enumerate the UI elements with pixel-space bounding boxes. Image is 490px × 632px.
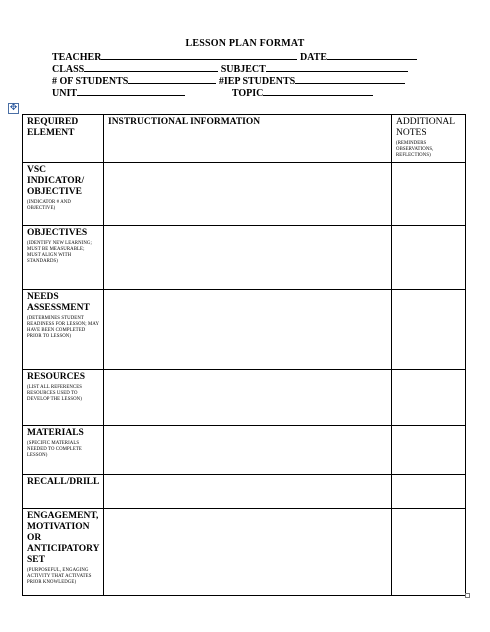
row-note: (PURPOSEFUL, ENGAGING ACTIVITY THAT ACTIVATES PRIOR KNOWLEDGE) <box>27 567 92 586</box>
table-row <box>23 162 466 225</box>
row-title: MATERIALS <box>27 427 84 438</box>
row-label-cell <box>23 474 104 508</box>
instructional-information-header: INSTRUCTIONAL INFORMATION <box>108 117 261 127</box>
table-row <box>23 425 466 474</box>
row-label-cell <box>23 162 104 225</box>
lesson-plan-table <box>22 114 466 596</box>
students-field[interactable] <box>128 74 216 84</box>
row-title: RECALL/DRILL <box>27 476 100 487</box>
row-title: RESOURCES <box>27 371 86 382</box>
header-cell-required <box>23 115 104 163</box>
row-label-cell <box>23 289 104 369</box>
header-cell-instructional <box>104 115 392 163</box>
notes-cell[interactable] <box>392 508 466 595</box>
class-field[interactable] <box>84 62 218 72</box>
iep-students-field[interactable] <box>295 74 405 84</box>
students-label: # OF STUDENTS <box>52 76 129 87</box>
unit-topic-row <box>52 86 373 99</box>
instructional-cell[interactable] <box>104 425 392 474</box>
teacher-field[interactable] <box>101 50 297 60</box>
additional-notes-header: ADDITIONAL NOTES <box>396 117 455 138</box>
table-row <box>23 474 466 508</box>
subject-field[interactable] <box>266 62 408 72</box>
instructional-cell[interactable] <box>104 369 392 425</box>
date-field[interactable] <box>327 50 417 60</box>
row-label-cell <box>23 508 104 595</box>
instructional-cell[interactable] <box>104 474 392 508</box>
unit-label: UNIT <box>52 88 78 99</box>
table-resize-handle[interactable] <box>465 593 470 598</box>
notes-cell[interactable] <box>392 162 466 225</box>
row-label-cell <box>23 425 104 474</box>
unit-field[interactable] <box>77 86 185 96</box>
row-note: (LIST ALL REFERENCES RESOURCES USED TO DEVELOP THE LESSON) <box>27 384 83 403</box>
instructional-cell[interactable] <box>104 162 392 225</box>
teacher-label: TEACHER <box>52 52 102 63</box>
date-label: DATE <box>299 52 327 63</box>
row-note: (INDICATOR # AND OBJECTIVE) <box>27 199 71 211</box>
row-title: NEEDS ASSESSMENT <box>27 291 90 313</box>
notes-cell[interactable] <box>392 225 466 289</box>
instructional-cell[interactable] <box>104 289 392 369</box>
table-row <box>23 225 466 289</box>
page-title: LESSON PLAN FORMAT <box>185 38 305 49</box>
row-label-cell <box>23 225 104 289</box>
notes-cell[interactable] <box>392 474 466 508</box>
topic-field[interactable] <box>263 86 373 96</box>
row-title: OBJECTIVES <box>27 227 88 238</box>
table-row <box>23 508 466 595</box>
table-move-icon[interactable]: ✥ <box>9 103 18 113</box>
table-row <box>23 289 466 369</box>
class-label: CLASS <box>52 64 85 75</box>
instructional-cell[interactable] <box>104 508 392 595</box>
row-note: (SPECIFIC MATERIALS NEEDED TO COMPLETE LESSON) <box>27 440 82 459</box>
notes-cell[interactable] <box>392 289 466 369</box>
row-title: VSC INDICATOR/ OBJECTIVE <box>27 164 85 197</box>
row-label-cell <box>23 369 104 425</box>
header-cell-notes <box>392 115 466 163</box>
instructional-cell[interactable] <box>104 225 392 289</box>
row-note: (DETERMINES STUDENT READINESS FOR LESSON; MAY HAVE BEEN COMPLETED PRIOR TO LESSON) <box>27 315 99 340</box>
table-header-row <box>23 115 466 163</box>
subject-label: SUBJECT <box>220 64 266 75</box>
topic-label: TOPIC <box>231 88 264 99</box>
notes-cell[interactable] <box>392 425 466 474</box>
row-title: ENGAGEMENT, MOTIVATION OR ANTICIPATORY SET <box>27 510 100 565</box>
row-note: (IDENTIFY NEW LEARNING; MUST BE MEASURABLE; MUST ALIGN WITH STANDARDS) <box>27 240 92 265</box>
table-row <box>23 369 466 425</box>
iep-students-label: #IEP STUDENTS <box>218 76 296 87</box>
notes-cell[interactable] <box>392 369 466 425</box>
additional-notes-note: (REMINDERS OBSERVATIONS, REFLECTIONS) <box>396 141 434 159</box>
required-element-header: REQUIRED ELEMENT <box>27 117 79 138</box>
